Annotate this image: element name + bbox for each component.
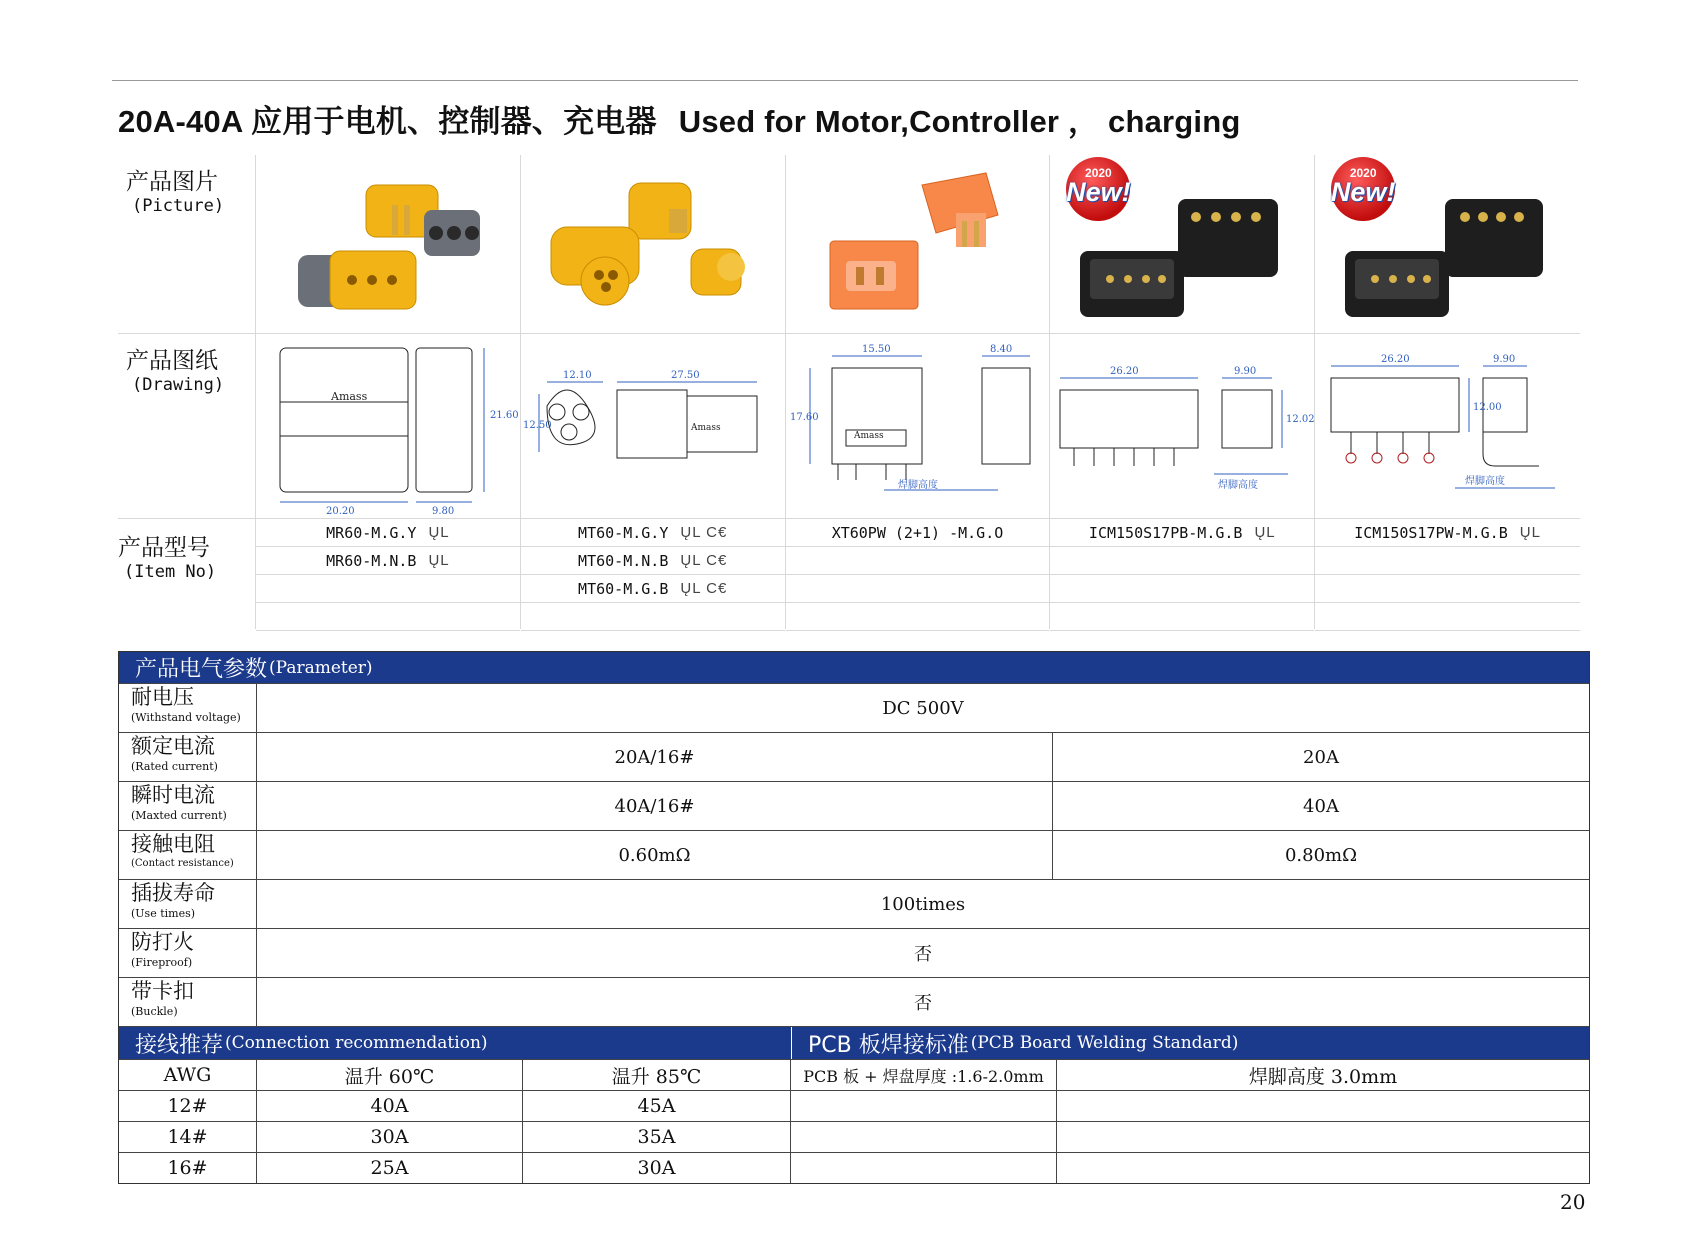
param-label <box>119 733 257 781</box>
cert-mark: ŲL C€ <box>680 524 728 541</box>
item-line <box>521 603 785 631</box>
drawing-label <box>118 334 256 518</box>
item-col <box>1050 519 1315 629</box>
item-code: MR60-M.G.Y <box>326 523 417 542</box>
param-label <box>119 831 257 879</box>
badge-year: 2020 <box>1085 166 1112 180</box>
cell-temp85: 35A <box>523 1122 791 1152</box>
table-row <box>119 1121 1589 1152</box>
col-temp60: 温升 60℃ <box>257 1060 523 1090</box>
cert-mark: ŲL <box>428 552 450 569</box>
item-line <box>1050 547 1314 575</box>
mt60-brand: Amass <box>690 423 721 433</box>
param-label-en: (Fireproof) <box>131 956 193 969</box>
param-value-left: 20A/16# <box>257 733 1053 781</box>
drawing-xt60pw <box>786 334 1051 518</box>
param-value: DC 500V <box>882 697 964 719</box>
col-awg: AWG <box>119 1060 257 1090</box>
connection-header-left-zh: 接线推荐 <box>135 1032 224 1058</box>
item-line <box>521 547 785 575</box>
mr60-connector-image <box>256 155 520 333</box>
page-title <box>118 96 1241 141</box>
item-line <box>1315 547 1580 575</box>
cell-pin <box>1057 1091 1589 1121</box>
cell-temp85: 45A <box>523 1091 791 1121</box>
icm-pb-dim-1: 26.20 <box>1110 366 1140 377</box>
parameter-header-en: (Parameter) <box>269 657 373 678</box>
col-pcb-thickness: PCB 板 + 焊盘厚度 :1.6-2.0mm <box>791 1060 1057 1090</box>
table-row <box>119 1090 1589 1121</box>
item-line <box>256 603 520 631</box>
col-temp85: 温升 85℃ <box>523 1060 791 1090</box>
drawing-mt60 <box>521 334 786 518</box>
item-code: ICM150S17PB-M.G.B <box>1088 523 1243 542</box>
item-col <box>256 519 521 629</box>
param-label-zh: 带卡扣 <box>131 979 194 1003</box>
picture-label-zh: 产品图片 <box>126 169 218 195</box>
top-rule <box>112 80 1578 81</box>
param-label-en: (Buckle) <box>131 1005 178 1018</box>
param-value-left: 40A/16# <box>257 782 1053 830</box>
picture-xt60pw <box>786 155 1051 333</box>
cert-mark: ŲL <box>1519 524 1541 541</box>
connection-header-right-en: (PCB Board Welding Standard) <box>970 1033 1239 1053</box>
badge-text: New! <box>1330 177 1396 207</box>
param-label-en: (Withstand voltage) <box>131 711 241 724</box>
icm-pw-note: 焊脚高度 <box>1465 476 1506 487</box>
connection-header-row <box>119 1059 1589 1090</box>
picture-icm150-pw <box>1315 155 1580 333</box>
param-row-resistance <box>119 830 1589 879</box>
drawing-icm150-pw <box>1315 334 1580 518</box>
parameter-header <box>119 652 1589 683</box>
param-row-max <box>119 781 1589 830</box>
item-code: MT60-M.N.B <box>578 551 669 570</box>
item-line <box>521 575 785 603</box>
param-value-right: 20A <box>1303 746 1339 768</box>
items-grid <box>256 519 1580 629</box>
item-line <box>521 519 785 547</box>
icm-pw-dim-2: 9.90 <box>1493 354 1516 365</box>
item-line <box>1315 603 1580 631</box>
badge-year: 2020 <box>1349 166 1377 180</box>
param-label <box>119 684 257 732</box>
param-label-en: (Rated current) <box>131 760 218 773</box>
item-code: MR60-M.N.B <box>326 551 417 570</box>
mr60-brand: Amass <box>331 390 368 403</box>
param-label-zh: 防打火 <box>131 930 194 954</box>
parameter-header-zh: 产品电气参数 <box>135 657 268 682</box>
param-label <box>119 978 257 1026</box>
param-label <box>119 929 257 977</box>
item-label-en: (Item No) <box>124 562 217 582</box>
param-label <box>119 782 257 830</box>
picture-mt60 <box>521 155 786 333</box>
item-code: MT60-M.G.B <box>578 579 669 598</box>
cell-pcb <box>791 1153 1057 1183</box>
cert-mark: ŲL C€ <box>680 580 728 597</box>
cell-pin <box>1057 1122 1589 1152</box>
item-line <box>256 575 520 603</box>
param-row-rated <box>119 732 1589 781</box>
item-line <box>786 519 1050 547</box>
param-label <box>119 880 257 928</box>
mr60-dim-height: 21.60 <box>490 410 519 421</box>
item-code: XT60PW (2+1) -M.G.O <box>831 523 1004 542</box>
icm-pb-note: 焊脚高度 <box>1218 480 1259 491</box>
param-value-left: 0.60mΩ <box>257 831 1053 879</box>
mt60-dim-1: 12.10 <box>562 370 592 381</box>
xt60-dim-1: 15.50 <box>861 344 891 355</box>
drawing-label-zh: 产品图纸 <box>126 348 218 374</box>
icm-pb-dim-2: 9.90 <box>1234 366 1257 377</box>
param-label-zh: 插拔寿命 <box>131 881 215 905</box>
item-col <box>521 519 786 629</box>
param-row-fire <box>119 928 1589 977</box>
title-en: Used for Motor,Controller ， charging <box>678 104 1241 139</box>
xt60-dim-3: 17.60 <box>789 412 819 423</box>
item-line <box>786 603 1050 631</box>
cell-temp60: 40A <box>257 1091 523 1121</box>
item-label-zh: 产品型号 <box>118 535 210 561</box>
param-row-use <box>119 879 1589 928</box>
cell-pin <box>1057 1153 1589 1183</box>
product-table <box>118 155 1580 629</box>
param-label-zh: 接触电阻 <box>131 832 215 856</box>
new-badge <box>1066 157 1130 221</box>
param-value: 100times <box>880 893 966 915</box>
mr60-drawing <box>256 334 520 518</box>
item-line <box>1315 519 1580 547</box>
item-code: MT60-M.G.Y <box>578 523 669 542</box>
param-row-voltage <box>119 683 1589 732</box>
xt60-note: 焊脚高度 <box>897 480 938 491</box>
picture-label-en: (Picture) <box>132 196 225 216</box>
drawing-row <box>118 334 1580 519</box>
xt60-dim-2: 8.40 <box>989 344 1012 355</box>
param-label-zh: 瞬时电流 <box>131 783 215 807</box>
item-line <box>786 575 1050 603</box>
item-number-row <box>118 519 1580 629</box>
connection-header-right <box>791 1027 1589 1059</box>
icm-pw-dim-3: 12.00 <box>1473 402 1502 413</box>
item-label <box>118 519 256 629</box>
parameter-table <box>118 651 1590 1184</box>
param-value-right: 40A <box>1303 795 1339 817</box>
item-line <box>1050 575 1314 603</box>
mr60-dim-depth: 9.80 <box>432 506 455 517</box>
xt60pw-drawing <box>786 334 1050 518</box>
param-value-right: 0.80mΩ <box>1284 844 1358 866</box>
picture-row <box>118 155 1580 334</box>
item-col <box>786 519 1051 629</box>
icm-pw-dim-1: 26.20 <box>1381 354 1410 365</box>
drawing-mr60 <box>256 334 521 518</box>
item-line <box>1315 575 1580 603</box>
picture-icm150-pb <box>1050 155 1315 333</box>
drawing-icm150-pb <box>1050 334 1315 518</box>
param-label-en: (Contact resistance) <box>131 858 234 869</box>
mt60-dim-3: 12.50 <box>522 420 552 431</box>
param-label-en: (Maxted current) <box>131 809 227 822</box>
cell-pcb <box>791 1091 1057 1121</box>
icm150-pb-drawing <box>1050 334 1314 518</box>
mt60-drawing <box>521 334 785 518</box>
picture-mr60 <box>256 155 521 333</box>
param-value: 否 <box>914 993 932 1014</box>
connection-header <box>119 1026 1589 1059</box>
icm-pb-dim-3: 12.02 <box>1286 414 1315 425</box>
param-label-en: (Use times) <box>131 907 196 920</box>
page-number: 20 <box>1560 1190 1586 1214</box>
cell-temp60: 30A <box>257 1122 523 1152</box>
cert-mark: ŲL <box>1254 524 1276 541</box>
item-col <box>1315 519 1580 629</box>
connection-header-right-zh: PCB 板焊接标准 <box>808 1032 969 1058</box>
cell-awg: 14# <box>119 1122 257 1152</box>
icm150-pw-drawing <box>1315 334 1579 518</box>
param-value: 否 <box>914 944 932 965</box>
cell-awg: 12# <box>119 1091 257 1121</box>
col-pin-height: 焊脚高度 3.0mm <box>1248 1065 1398 1088</box>
cert-mark: ŲL <box>428 524 450 541</box>
title-zh: 20A-40A 应用于电机、控制器、充电器 <box>118 104 657 139</box>
cell-awg: 16# <box>119 1153 257 1183</box>
table-row <box>119 1152 1589 1183</box>
xt60-brand: Amass <box>853 431 884 441</box>
mr60-dim-width: 20.20 <box>326 506 355 517</box>
item-code: ICM150S17PW-M.G.B <box>1354 523 1508 542</box>
item-line <box>786 547 1050 575</box>
param-label-zh: 耐电压 <box>131 685 194 709</box>
item-line <box>256 547 520 575</box>
item-line <box>1050 519 1314 547</box>
param-row-buckle <box>119 977 1589 1026</box>
badge-text: New! <box>1066 177 1131 207</box>
drawing-label-en: (Drawing) <box>132 375 225 395</box>
cell-pcb <box>791 1122 1057 1152</box>
mt60-connector-image <box>521 155 785 333</box>
new-badge <box>1331 157 1395 221</box>
param-label-zh: 额定电流 <box>131 734 215 758</box>
xt60pw-connector-image <box>786 155 1050 333</box>
mt60-dim-2: 27.50 <box>670 370 700 381</box>
item-line <box>1050 603 1314 631</box>
picture-label <box>118 155 256 333</box>
connection-header-left-en: (Connection recommendation) <box>225 1033 488 1053</box>
cert-mark: ŲL C€ <box>680 552 728 569</box>
cell-temp85: 30A <box>523 1153 791 1183</box>
connection-header-left <box>119 1027 791 1059</box>
cell-temp60: 25A <box>257 1153 523 1183</box>
item-line <box>256 519 520 547</box>
